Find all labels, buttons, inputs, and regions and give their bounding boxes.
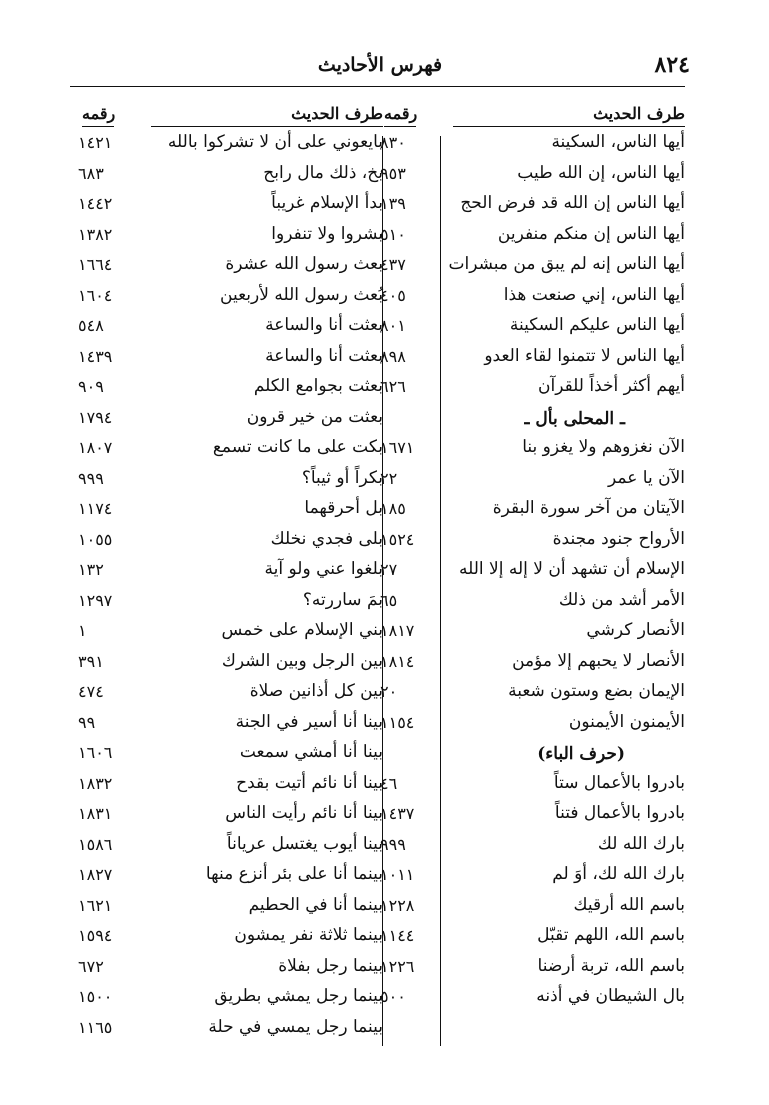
hadith-incipit: باسم الله، تربة أرضنا — [537, 955, 685, 976]
index-entry — [78, 342, 383, 373]
number-column-heading: رقمه — [384, 104, 418, 123]
index-entry — [380, 159, 685, 190]
hadith-number: ١٥٢٤ — [380, 529, 415, 549]
hadith-incipit: بايعوني على أن لا تشركوا بالله — [167, 132, 383, 152]
index-entry — [380, 830, 685, 861]
hadith-number: ١٢٢٦ — [380, 956, 415, 976]
hadith-incipit: بينا أنا أسير في الجنة — [235, 711, 383, 732]
index-entry — [78, 372, 383, 403]
hadith-number: ١٧٩٤ — [78, 407, 113, 427]
index-entry — [380, 677, 685, 708]
column-divider — [382, 136, 383, 1046]
index-entry — [78, 860, 383, 891]
index-entry — [380, 281, 685, 312]
hadith-number: ١٤٣٩ — [78, 346, 113, 366]
hadith-number: ١٨٣٢ — [78, 773, 113, 793]
index-entry — [380, 921, 685, 952]
text-column-heading: طرف الحديث — [593, 104, 685, 123]
index-entry — [78, 281, 383, 312]
index-entry — [380, 311, 685, 342]
hadith-incipit: بكراً أو ثيباً؟ — [301, 467, 383, 488]
index-entry — [380, 952, 685, 983]
hadith-incipit: بينا أيوب يغتسل عرياناً — [226, 833, 383, 854]
hadith-incipit: أيها الناس إنه لم يبق من مبشرات — [448, 254, 685, 274]
hadith-number: ٩٩٩ — [380, 834, 406, 854]
index-entry — [380, 433, 685, 464]
index-rows — [78, 128, 383, 1043]
text-column-heading: طرف الحديث — [291, 104, 383, 123]
heading-underline — [384, 126, 416, 127]
index-entry — [78, 433, 383, 464]
hadith-incipit: بارك الله لك، أوَ لم — [552, 864, 685, 884]
column-header — [380, 100, 685, 128]
hadith-incipit: بخ، ذلك مال رابح — [263, 162, 383, 183]
column-header — [78, 100, 383, 128]
hadith-number: ٤٠٥ — [380, 285, 406, 305]
index-entry — [78, 708, 383, 739]
hadith-incipit: أيها الناس، إني صنعت هذا — [503, 284, 685, 305]
index-entry — [78, 494, 383, 525]
hadith-incipit: بينما أنا على بئر أنزع منها — [205, 864, 383, 884]
hadith-incipit: بينا أنا أمشي سمعت — [239, 742, 383, 762]
index-entry — [78, 159, 383, 190]
index-entry — [380, 372, 685, 403]
hadith-number: ١٨٢٧ — [78, 865, 113, 884]
hadith-number: ١١٥٤ — [380, 712, 415, 732]
hadith-number: ١٦٠٤ — [78, 285, 113, 305]
hadith-incipit: الأنصار لا يحبهم إلا مؤمن — [512, 650, 685, 671]
heading-underline — [453, 126, 685, 127]
heading-underline — [82, 126, 114, 127]
index-entry — [78, 769, 383, 800]
hadith-number: ١٦٧١ — [380, 438, 415, 457]
index-entry — [78, 311, 383, 342]
hadith-number: ١٨١٤ — [380, 651, 415, 671]
hadith-number: ١ — [78, 621, 87, 640]
hadith-number: ١٨٣١ — [78, 804, 113, 823]
hadith-incipit: بينا أنا نائم رأيت الناس — [225, 803, 383, 823]
hadith-number: ١٨٥ — [380, 499, 406, 518]
hadith-number: ١١٦٥ — [78, 1017, 113, 1037]
index-entry — [78, 952, 383, 983]
index-entry — [78, 647, 383, 678]
hadith-incipit: بين الرجل وبين الشرك — [221, 650, 383, 671]
index-rows — [380, 128, 685, 1013]
index-entry — [78, 830, 383, 861]
hadith-number: ١٨١٧ — [380, 621, 415, 640]
hadith-incipit: أيهم أكثر أخذاً للقرآن — [537, 376, 685, 396]
hadith-number: ١٥٨٦ — [78, 834, 113, 854]
index-entry — [380, 769, 685, 800]
hadith-number: ١٣٨٢ — [78, 224, 113, 244]
section-heading-row — [380, 738, 685, 769]
hadith-incipit: بني الإسلام على خمس — [221, 620, 383, 640]
index-entry — [380, 799, 685, 830]
hadith-incipit: أيها الناس لا تتمنوا لقاء العدو — [484, 345, 685, 366]
hadith-number: ٩٠٩ — [78, 377, 104, 396]
hadith-number: ٥١٠ — [380, 224, 406, 244]
index-entry — [380, 494, 685, 525]
hadith-incipit: أيها الناس، إن الله طيب — [517, 162, 685, 183]
hadith-incipit: بمَ ساررته؟ — [302, 589, 383, 610]
hadith-incipit: الإيمان بضع وستون شعبة — [508, 681, 685, 701]
hadith-incipit: الآن يا عمر — [608, 467, 685, 488]
heading-underline — [151, 126, 383, 127]
index-entry — [78, 921, 383, 952]
hadith-incipit: بلى فجدي نخلك — [270, 528, 383, 549]
hadith-incipit: بُعث رسول الله لأربعين — [220, 284, 383, 305]
index-entry — [78, 586, 383, 617]
hadith-incipit: الأرواح جنود مجندة — [552, 528, 685, 549]
hadith-number: ٨٣٠ — [380, 133, 406, 152]
index-column-right — [380, 100, 685, 1013]
hadith-number: ١٠١١ — [380, 865, 415, 884]
index-entry — [78, 525, 383, 556]
index-entry — [380, 891, 685, 922]
index-entry — [380, 128, 685, 159]
hadith-incipit: بعث رسول الله عشرة — [225, 254, 383, 274]
index-entry — [380, 250, 685, 281]
hadith-number: ١٠٥٥ — [78, 529, 113, 549]
index-entry — [380, 647, 685, 678]
hadith-number: ٢٠ — [380, 682, 398, 701]
hadith-incipit: بينما رجل بفلاة — [278, 955, 383, 976]
index-entry — [78, 677, 383, 708]
section-heading-row — [380, 403, 685, 434]
index-entry — [78, 891, 383, 922]
hadith-number: ٩٩٩ — [78, 468, 104, 488]
hadith-number: ٦٢٦ — [380, 377, 406, 396]
index-entry — [78, 738, 383, 769]
index-entry — [380, 220, 685, 251]
hadith-incipit: بينما ثلاثة نفر يمشون — [234, 925, 383, 945]
hadith-number: ١٨٠٧ — [78, 438, 113, 457]
hadith-incipit: بكت على ما كانت تسمع — [212, 437, 383, 457]
hadith-incipit: باسم الله، اللهم تقبّل — [537, 925, 685, 945]
index-entry — [380, 342, 685, 373]
hadith-number: ١٦٠٦ — [78, 743, 113, 762]
hadith-incipit: بادروا بالأعمال ستاً — [553, 772, 685, 793]
hadith-number: ٩٥٣ — [380, 163, 406, 183]
page-number: ٨٢٤ — [654, 52, 690, 78]
hadith-incipit: بعثت من خير قرون — [246, 406, 383, 427]
index-entry — [380, 860, 685, 891]
index-entry — [78, 464, 383, 495]
header-rule — [70, 86, 685, 87]
hadith-incipit: بال الشيطان في أذنه — [536, 986, 685, 1006]
hadith-number: ٢٧ — [380, 560, 398, 579]
hadith-number: ١١٤٤ — [380, 926, 415, 945]
hadith-number: ١٤٤٢ — [78, 194, 113, 213]
number-column-heading: رقمه — [82, 104, 116, 123]
hadith-number: ٦٨٣ — [78, 163, 104, 183]
hadith-incipit: بينما أنا في الحطيم — [248, 894, 383, 915]
hadith-number: ١٢٢٨ — [380, 895, 415, 915]
index-column-left — [78, 100, 383, 1043]
hadith-incipit: بينما رجل يمشي بطريق — [214, 986, 383, 1006]
column-divider — [440, 136, 441, 1046]
hadith-number: ٤٦ — [380, 773, 398, 793]
index-entry — [78, 1013, 383, 1044]
hadith-number: ٨٩٨ — [380, 346, 406, 366]
hadith-number: ٤٣٧ — [380, 255, 406, 274]
index-entry — [78, 982, 383, 1013]
section-heading: ـ المحلى بأل ـ — [524, 408, 625, 429]
hadith-number: ٤٧٤ — [78, 682, 104, 701]
index-entry — [78, 555, 383, 586]
hadith-number: ١٢٩٧ — [78, 590, 113, 610]
hadith-number: ١٣٩ — [380, 194, 406, 213]
hadith-incipit: بعثت بجوامع الكلم — [253, 376, 383, 396]
hadith-number: ٩٩ — [78, 712, 96, 732]
hadith-incipit: باسم الله أرقيك — [573, 894, 685, 915]
hadith-number: ١٦٦٤ — [78, 255, 113, 274]
hadith-incipit: أيها الناس إن الله قد فرض الحج — [460, 193, 685, 213]
hadith-number: ١٦٢١ — [78, 895, 113, 915]
hadith-number: ٥٠٠ — [380, 987, 406, 1006]
hadith-number: ١٥٠٠ — [78, 987, 113, 1006]
hadith-incipit: الأنصار كرشي — [586, 620, 685, 640]
hadith-incipit: بلغوا عني ولو آية — [264, 559, 383, 579]
hadith-incipit: بارك الله لك — [597, 833, 685, 854]
hadith-number: ٦٥ — [380, 590, 398, 610]
index-entry — [380, 525, 685, 556]
hadith-incipit: أيها الناس إن منكم منفرين — [497, 223, 685, 244]
index-entry — [78, 616, 383, 647]
index-entry — [78, 189, 383, 220]
hadith-incipit: بدأ الإسلام غريباً — [271, 193, 383, 213]
hadith-incipit: بادروا بالأعمال فتناً — [554, 803, 685, 823]
hadith-incipit: بل أحرقهما — [304, 498, 383, 518]
running-title: فهرس الأحاديث — [317, 54, 443, 76]
index-entry — [380, 586, 685, 617]
index-entry — [380, 464, 685, 495]
hadith-incipit: أيها الناس، السكينة — [551, 132, 685, 152]
hadith-number: ٢٢ — [380, 468, 398, 488]
hadith-number: ٦٧٢ — [78, 956, 104, 976]
index-entry — [380, 189, 685, 220]
hadith-incipit: أيها الناس عليكم السكينة — [509, 315, 685, 335]
hadith-number: ٥٤٨ — [78, 316, 104, 335]
hadith-incipit: بينا أنا نائم أتيت بقدح — [236, 772, 383, 793]
hadith-number: ١٣٢ — [78, 560, 104, 579]
hadith-number: ١١٧٤ — [78, 499, 113, 518]
hadith-incipit: الآيتان من آخر سورة البقرة — [492, 498, 685, 518]
hadith-incipit: بعثت أنا والساعة — [265, 345, 383, 366]
index-entry — [380, 555, 685, 586]
index-entry — [78, 403, 383, 434]
hadith-incipit: بينما رجل يمسي في حلة — [208, 1016, 383, 1037]
hadith-number: ٣٩١ — [78, 651, 104, 671]
index-entry — [380, 616, 685, 647]
page-header — [70, 52, 690, 82]
section-heading: (حرف الباء) — [537, 744, 625, 764]
hadith-incipit: بين كل أذانين صلاة — [249, 681, 383, 701]
hadith-incipit: الإسلام أن تشهد أن لا إله إلا الله — [458, 559, 685, 579]
hadith-incipit: بعثت أنا والساعة — [265, 315, 383, 335]
hadith-number: ١٤٣٧ — [380, 804, 415, 823]
index-entry — [380, 708, 685, 739]
index-entry — [380, 982, 685, 1013]
hadith-incipit: الأيمنون الأيمنون — [568, 711, 685, 732]
hadith-incipit: بشروا ولا تنفروا — [271, 223, 383, 244]
hadith-incipit: الآن نغزوهم ولا يغزو بنا — [522, 437, 685, 457]
hadith-incipit: الأمر أشد من ذلك — [558, 589, 685, 610]
hadith-number: ١٥٩٤ — [78, 926, 113, 945]
index-entry — [78, 799, 383, 830]
index-entry — [78, 250, 383, 281]
hadith-number: ٨٠١ — [380, 316, 406, 335]
index-entry — [78, 220, 383, 251]
index-entry — [78, 128, 383, 159]
hadith-number: ١٤٢١ — [78, 133, 113, 152]
